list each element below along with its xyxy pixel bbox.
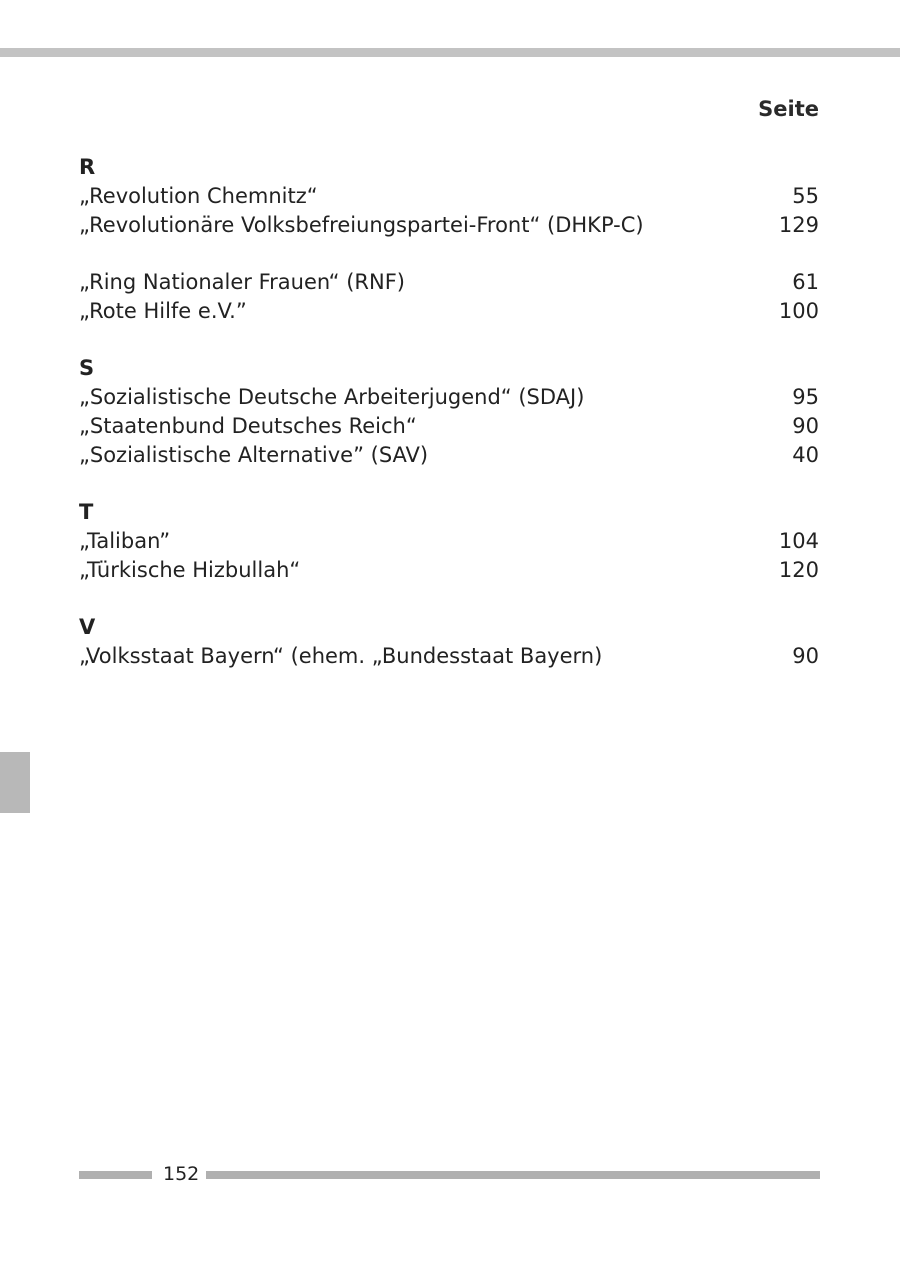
entry-name: „Staatenbund Deutsches Reich“ xyxy=(79,414,417,438)
side-tab-marker xyxy=(0,752,30,813)
index-entry xyxy=(79,182,819,211)
index-entry xyxy=(79,383,819,412)
index-entry xyxy=(79,556,819,585)
entry-name: „Ring Nationaler Frauen“ (RNF) xyxy=(79,270,405,294)
top-rule xyxy=(0,48,900,57)
index-group-s xyxy=(79,354,819,470)
index-entry xyxy=(79,268,819,297)
group-letter: R xyxy=(79,155,96,179)
group-letter: S xyxy=(79,356,95,380)
entry-page: 55 xyxy=(792,184,819,208)
entry-name: „Rote Hilfe e.V.” xyxy=(79,299,247,323)
index-group-r-continued xyxy=(79,268,819,326)
index-group-v xyxy=(79,613,819,671)
page-number: 152 xyxy=(163,1163,200,1185)
entry-page: 120 xyxy=(778,558,819,582)
entry-name: „Türkische Hizbullah“ xyxy=(79,558,301,582)
entry-name: „Taliban” xyxy=(79,529,171,553)
entry-page: 61 xyxy=(792,270,819,294)
index-entry xyxy=(79,642,819,671)
page-footer xyxy=(79,1162,820,1186)
index-entry xyxy=(79,211,819,240)
entry-page: 129 xyxy=(778,213,819,237)
entry-page: 90 xyxy=(792,644,819,668)
index-entry xyxy=(79,441,819,470)
entry-name: „Volksstaat Bayern“ (ehem. „Bundesstaat Bayern) xyxy=(79,644,603,668)
footer-rule-left xyxy=(79,1171,152,1179)
index-entry xyxy=(79,412,819,441)
footer-rule-right xyxy=(206,1171,820,1179)
index-list xyxy=(79,153,819,699)
index-entry xyxy=(79,297,819,326)
entry-page: 100 xyxy=(778,299,819,323)
entry-name: „Sozialistische Deutsche Arbeiterjugend“ (SDAJ) xyxy=(79,385,585,409)
entry-page: 95 xyxy=(792,385,819,409)
entry-name: „Revolutionäre Volksbefreiungspartei-Front“ (DHKP-C) xyxy=(79,213,644,237)
entry-page: 104 xyxy=(778,529,819,553)
group-letter: T xyxy=(79,500,94,524)
entry-name: „Revolution Chemnitz“ xyxy=(79,184,318,208)
index-entry xyxy=(79,527,819,556)
index-group-t xyxy=(79,498,819,585)
group-letter: V xyxy=(79,615,96,639)
index-group-r xyxy=(79,153,819,240)
entry-name: „Sozialistische Alternative” (SAV) xyxy=(79,443,429,467)
entry-page: 90 xyxy=(792,414,819,438)
entry-page: 40 xyxy=(792,443,819,467)
page-column-heading: Seite xyxy=(758,97,819,121)
